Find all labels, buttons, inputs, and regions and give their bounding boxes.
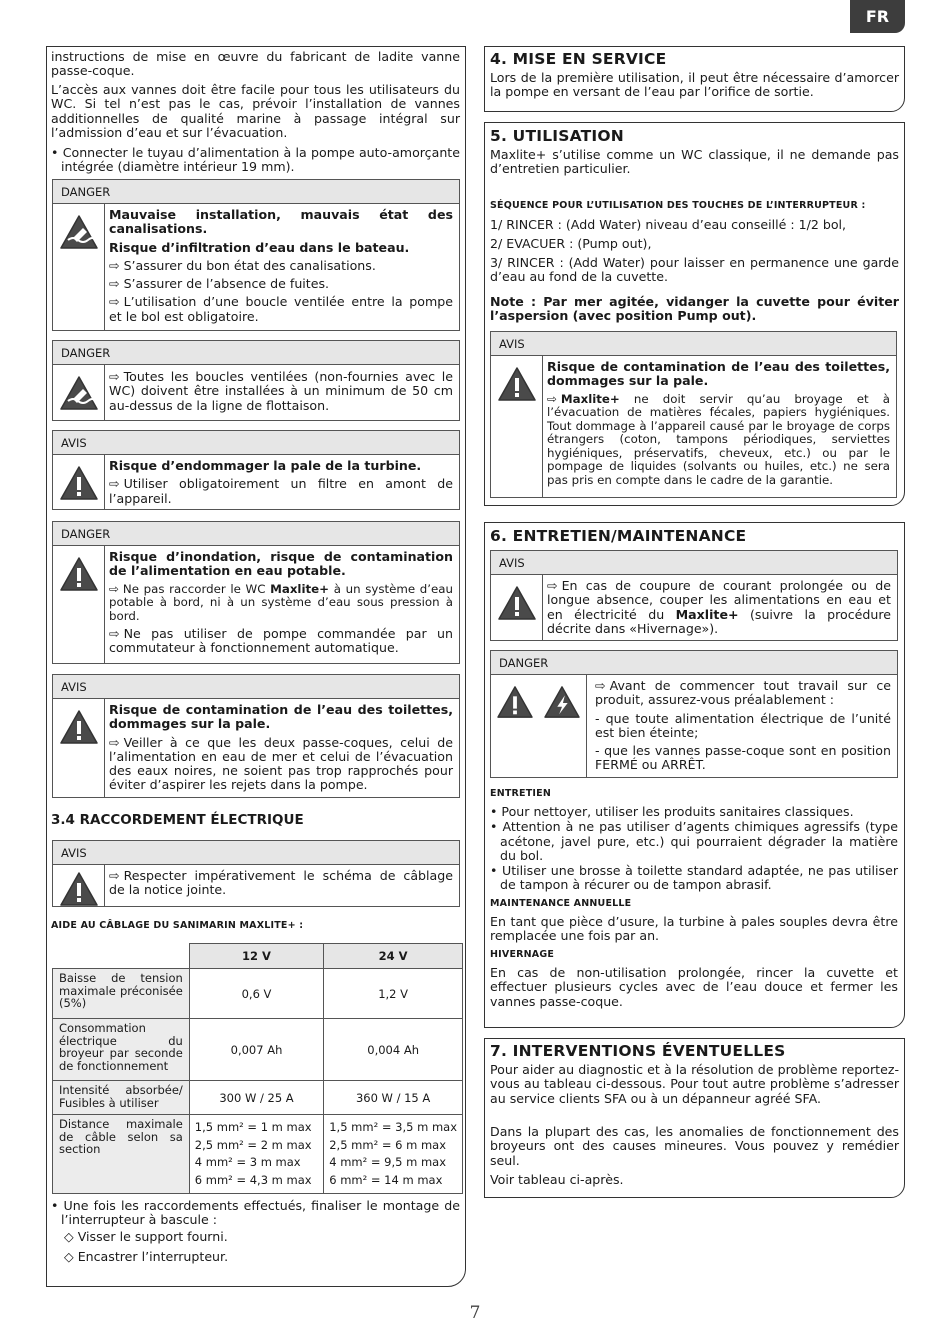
danger-alert-flood [52, 521, 460, 664]
wiring-aid-title: AIDE AU CÂBLAGE DU SANIMARIN MAXLITE+ : [51, 920, 304, 931]
alert-title: Risque de contamination de l’eau des toilettes, dommages sur la pale. [547, 359, 890, 389]
danger-alert-electric [490, 650, 898, 778]
alert-header: DANGER [53, 522, 459, 546]
arrow-right-icon: ⇨ [109, 276, 120, 292]
arrow-right-icon: ⇨ [547, 391, 557, 406]
warning-triangle-icon [496, 685, 534, 719]
entretien-list [490, 805, 898, 894]
arrow-right-icon: ⇨ [109, 294, 120, 310]
notice-alert-wiring [52, 840, 460, 907]
alert-line: S’assurer de l’absence de fuites. [123, 276, 330, 292]
column-24v: 24 V [324, 944, 463, 969]
alert-title-2: Risque d’infiltration d’eau dans le bateau. [109, 239, 410, 255]
danger-alert-pipes [52, 179, 460, 331]
water-ingress-icon [53, 204, 105, 330]
alert-title: Risque de contamination de l’eau des toilettes, dommages sur la pale. [109, 702, 453, 732]
table-corner [53, 944, 190, 969]
section-4-body: Lors de la première utilisation, il peut être nécessaire d’amorcer la pompe en versant de l’eau par l’orifice de sortie. [490, 70, 899, 100]
outro-step-2: ◇ Encastrer l’interrupteur. [64, 1249, 229, 1264]
cell-24v: 360 W / 15 A [324, 1081, 463, 1115]
list-item: • Attention à ne pas utiliser d’agents chimiques agressifs (type acétone, javel pure, etc.) qui pourraient dégrader la matière du bol. [490, 819, 898, 863]
table-row [53, 1019, 463, 1081]
alert-line: Ne pas utiliser de pompe commandée par un commutateur à fonctionnement automatique. [109, 626, 453, 656]
alert-header: AVIS [53, 675, 459, 699]
list-item: • Utiliser une brosse à toilette standard adaptée, ne pas utiliser de tampon à récurer ou de tampon abrasif. [490, 863, 898, 893]
alert-line: - que les vannes passe-coque sont en position FERMÉ ou ARRÊT. [595, 743, 891, 773]
row-label: Consommation électrique du broyeur par seconde de fonctionnement [53, 1019, 190, 1081]
alert-line: Veiller à ce que les deux passe-coques, celui de l’alimentation en eau de mer et celui de l’évacuation des eaux noires, ne soient pas trop rapprochés pour éviter d’aspirer les rejets dans la pompe. [109, 734, 453, 793]
cell-24v [324, 1115, 463, 1194]
cell-12v: 300 W / 25 A [189, 1081, 323, 1115]
distance-line: 6 mm² = 4,3 m max [194, 1172, 312, 1187]
alert-title: Risque d’endommager la pale de la turbine. [109, 458, 422, 473]
alert-line: ne doit servir qu’au broyage et à l’évacuation de matières fécales, papiers hygiéniques. Tout dommage à l’appareil causé par le broyage de corps étrangers (coton, tampons périodiques, serviettes hygiéniques, préservatifs, cheveux, etc.) ou par le pompage de liquides (solvants ou huiles, etc.) ne sera pas pris en compte dans le cadre de la garantie. [547, 391, 890, 487]
distance-line: 2,5 mm² = 6 m max [329, 1137, 447, 1152]
language-label: FR [865, 7, 890, 26]
table-header-row [53, 944, 463, 969]
section-3-4-title: 3.4 RACCORDEMENT ÉLECTRIQUE [51, 812, 304, 828]
alert-line-post: (suivre la procédure décrite dans «Hivernage»). [547, 606, 892, 636]
intro-paragraph-1: instructions de mise en œuvre du fabricant de ladite vanne passe-coque. [51, 49, 460, 79]
alert-line-pre: Ne pas raccorder le WC [122, 581, 271, 596]
notice-alert-power-cut [490, 550, 898, 641]
intro-paragraph-2: L’accès aux vannes doit être facile pour tous les utilisateurs du WC. Si tel n’est pas le cas, prévoir l’installation de vannes additionnelles de qualité marine à passage intégral sur l’admission d’eau et sur l’évacuation. [51, 82, 460, 140]
sequence-title: SÉQUENCE POUR L’UTILISATION DES TOUCHES DE L’INTERRUPTEUR : [490, 200, 866, 211]
row-label: Intensité absorbée/ Fusibles à utiliser [53, 1081, 190, 1115]
arrow-right-icon: ⇨ [109, 257, 120, 273]
alert-header: AVIS [491, 551, 897, 575]
distance-line: 6 mm² = 14 m max [329, 1172, 443, 1187]
language-tab [850, 0, 905, 33]
brand-name: Maxlite+ [490, 147, 547, 162]
electric-hazard-icon [543, 685, 581, 719]
notice-alert-contamination [52, 674, 460, 798]
row-label: Distance maximale de câble selon sa section [53, 1115, 190, 1194]
cell-24v: 1,2 V [324, 969, 463, 1019]
alert-header: DANGER [53, 341, 459, 365]
water-ingress-icon [53, 365, 105, 420]
brand-name: Maxlite+ [270, 581, 330, 596]
section-7-paragraph-1: Pour aider au diagnostic et à la résolution de problème reportez-vous au tableau ci-dessous. Pour tout autre problème s’adresser au service clients SFA ou à un dépanneur agréé SFA. [490, 1062, 899, 1106]
wintering-title: HIVERNAGE [490, 949, 555, 960]
alert-header: DANGER [53, 180, 459, 204]
alert-line: Utiliser obligatoirement un filtre en amont de l’appareil. [109, 476, 453, 506]
table-row [53, 1115, 463, 1194]
section-4-title: 4. MISE EN SERVICE [490, 50, 667, 68]
warning-triangle-icon [53, 546, 105, 663]
arrow-right-icon: ⇨ [109, 476, 120, 492]
row-label: Baisse de tension maximale préconisée (5%) [53, 969, 190, 1019]
page-number: 7 [469, 1303, 481, 1323]
body-rest: s’utilise comme un WC classique, il ne demande pas d’entretien particulier. [490, 147, 899, 177]
cell-12v: 0,6 V [189, 969, 323, 1019]
alert-line: L’utilisation d’une boucle ventilée entre la pompe et le bol est obligatoire. [109, 294, 453, 324]
alert-header: AVIS [53, 841, 459, 865]
alert-line: Avant de commencer tout travail sur ce produit, assurez-vous préalablement : [595, 678, 891, 708]
arrow-right-icon: ⇨ [595, 678, 606, 693]
section-4-box [484, 46, 905, 112]
entretien-title: ENTRETIEN [490, 788, 551, 799]
distance-line: 1,5 mm² = 1 m max [194, 1120, 312, 1134]
arrow-right-icon: ⇨ [109, 581, 119, 596]
section-7-title: 7. INTERVENTIONS ÉVENTUELLES [490, 1042, 786, 1060]
notice-alert-turbine [52, 430, 460, 510]
sequence-step-2: 2/ EVACUER : (Pump out), [490, 236, 652, 251]
table-row [53, 1081, 463, 1115]
list-item: • Pour nettoyer, utiliser les produits sanitaires classiques. [490, 804, 854, 819]
annual-maintenance-body: En tant que pièce d’usure, la turbine à pales souples devra être remplacée une fois par an. [490, 914, 898, 944]
section-5-title: 5. UTILISATION [490, 127, 624, 145]
intro-bullet: • Connecter le tuyau d’alimentation à la pompe auto-amorçante intégrée (diamètre intérieur 19 mm). [51, 145, 460, 175]
warning-triangle-icon [53, 455, 105, 509]
alert-header: DANGER [491, 651, 897, 675]
arrow-right-icon: ⇨ [109, 626, 120, 642]
alert-header: AVIS [491, 332, 896, 356]
alert-title-1: Mauvaise installation, mauvais état des canalisations. [109, 207, 453, 237]
warning-triangle-icon [53, 699, 105, 797]
warning-triangle-icon [53, 865, 105, 906]
alert-line: - que toute alimentation électrique de l’unité est bien éteinte; [595, 710, 891, 740]
cell-12v [189, 1115, 323, 1194]
outro-bullet: • Une fois les raccordements effectués, finaliser le montage de l’interrupteur à bascule : [51, 1198, 460, 1228]
sequence-step-3: 3/ RINCER : (Add Water) pour laisser en permanence une garde d’eau au fond de la cuvette. [490, 255, 899, 285]
table-row [53, 969, 463, 1019]
section-7-paragraph-3: Voir tableau ci-après. [490, 1172, 624, 1187]
alert-line: Respecter impérativement le schéma de câblage de la notice jointe. [109, 868, 453, 898]
brand-name: Maxlite+ [675, 606, 739, 622]
alert-line: S’assurer du bon état des canalisations. [123, 257, 376, 273]
alert-title: Risque d’inondation, risque de contamination de l’alimentation en eau potable. [109, 549, 453, 579]
arrow-right-icon: ⇨ [109, 369, 120, 384]
wiring-table [52, 943, 463, 1194]
wintering-body: En cas de non-utilisation prolongée, rincer la cuvette et effectuer plusieurs cycles avec de l’eau douce et fermer les vannes passe-coque. [490, 965, 898, 1009]
alert-line-post: à un système d’eau potable à bord, ni à un système d’eau sous pression à bord. [109, 581, 454, 623]
distance-line: 4 mm² = 3 m max [194, 1155, 301, 1169]
section-6-title: 6. ENTRETIEN/MAINTENANCE [490, 527, 747, 545]
alert-line-pre: En cas de coupure de courant prolongée ou de longue absence, couper les alimentations en eau et en électricité du [547, 578, 891, 622]
arrow-right-icon: ⇨ [547, 578, 558, 593]
warning-triangle-icon [491, 356, 543, 497]
cell-24v: 0,004 Ah [324, 1019, 463, 1081]
cell-12v: 0,007 Ah [189, 1019, 323, 1081]
section-7-paragraph-2: Dans la plupart des cas, les anomalies de fonctionnement des broyeurs ont des causes mineures. Vous pouvez y remédier seul. [490, 1124, 899, 1168]
brand-name: Maxlite+ [560, 391, 620, 406]
alert-header: AVIS [53, 431, 459, 455]
arrow-right-icon: ⇨ [109, 868, 120, 883]
distance-line: 4 mm² = 9,5 m max [329, 1155, 447, 1169]
arrow-right-icon: ⇨ [109, 734, 120, 750]
column-12v: 12 V [189, 944, 323, 969]
section-7-box [484, 1038, 905, 1198]
warning-triangle-icon [491, 575, 543, 640]
rough-sea-note: Note : Par mer agitée, vidanger la cuvette pour éviter l’aspersion (avec position Pump out). [490, 294, 899, 324]
outro-step-1: ◇ Visser le support fourni. [64, 1229, 228, 1244]
sequence-step-1: 1/ RINCER : (Add Water) niveau d’eau conseillé : 1/2 bol, [490, 217, 847, 232]
distance-line: 2,5 mm² = 2 m max [194, 1137, 312, 1152]
hazard-icons [491, 675, 587, 777]
danger-alert-loops [52, 340, 460, 421]
distance-line: 1,5 mm² = 3,5 m max [329, 1120, 457, 1134]
notice-alert-usage [490, 331, 897, 498]
annual-maintenance-title: MAINTENANCE ANNUELLE [490, 898, 632, 909]
section-5-body [490, 148, 899, 177]
alert-line: Toutes les boucles ventilées (non-fournies avec le WC) doivent être installées à un minimum de 50 cm au-dessus de la ligne de flottaison. [109, 369, 453, 413]
